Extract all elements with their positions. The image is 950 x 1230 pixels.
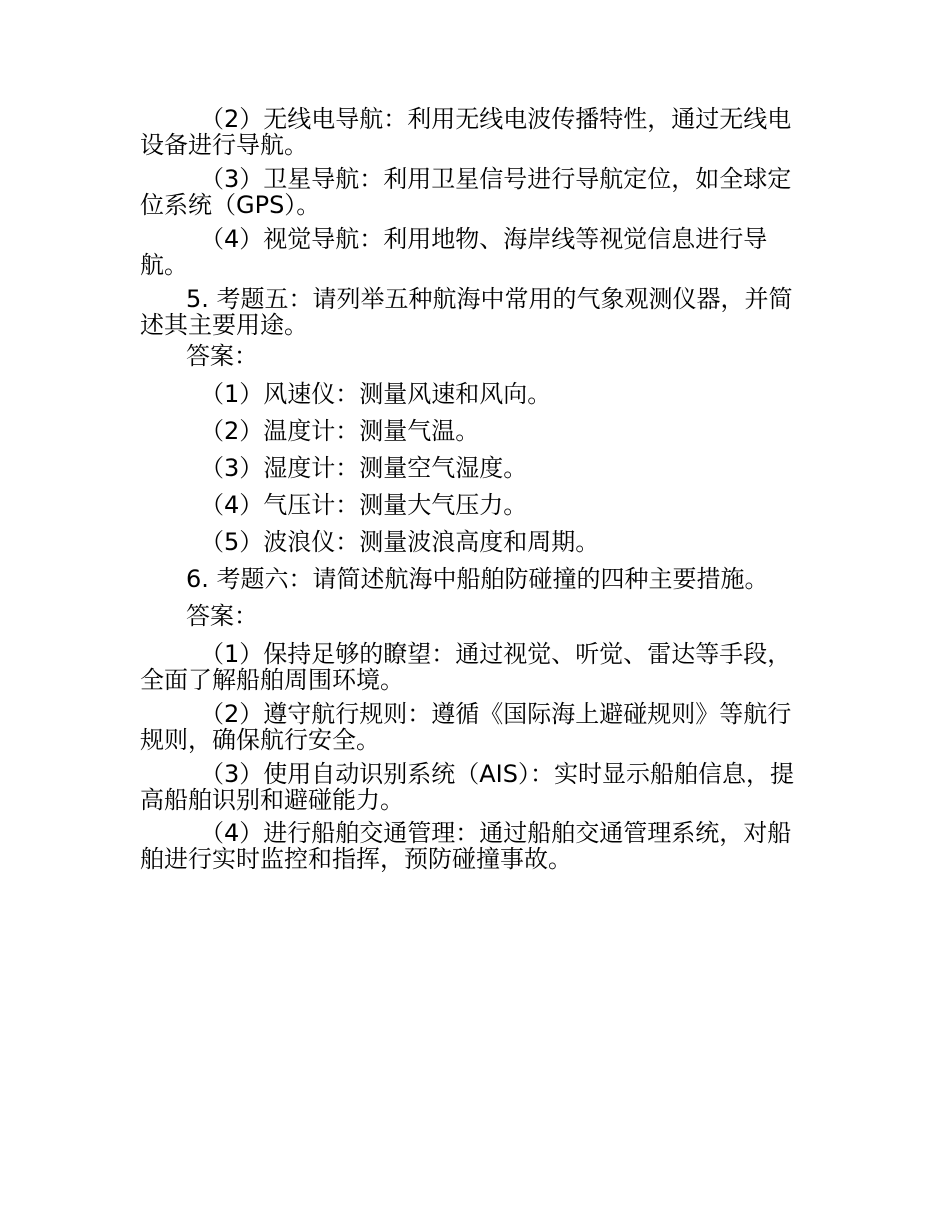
answer-label-six: 答案： <box>186 602 258 630</box>
answer-item-wave-meter: （5）波浪仪：测量波浪高度和周期。 <box>200 528 600 556</box>
answer-item-thermometer: （2）温度计：测量气温。 <box>200 417 480 445</box>
answer-item-hygrometer: （3）湿度计：测量空气湿度。 <box>200 454 528 482</box>
question-five: 5. 考题五：请列举五种航海中常用的气象观测仪器，并简述其主要用途。 <box>140 285 793 339</box>
paragraph-radio-navigation: （2）无线电导航：利用无线电波传播特性，通过无线电设备进行导航。 <box>140 105 792 159</box>
answer-label-five: 答案： <box>186 342 258 370</box>
answer-item-barometer: （4）气压计：测量大气压力。 <box>200 491 528 519</box>
answer-item-ais: （3）使用自动识别系统（AIS）：实时显示船舶信息，提高船舶识别和避碰能力。 <box>140 760 794 814</box>
answer-item-traffic-management: （4）进行船舶交通管理：通过船舶交通管理系统，对船舶进行实时监控和指挥，预防碰撞事故。 <box>140 819 792 873</box>
paragraph-visual-navigation: （4）视觉导航：利用地物、海岸线等视觉信息进行导航。 <box>140 225 768 279</box>
answer-item-anemometer: （1）风速仪：测量风速和风向。 <box>200 380 552 408</box>
paragraph-satellite-navigation: （3）卫星导航：利用卫星信号进行导航定位，如全球定位系统（GPS）。 <box>140 165 792 219</box>
answer-item-navigation-rules: （2）遵守航行规则：遵循《国际海上避碰规则》等航行规则，确保航行安全。 <box>140 700 792 754</box>
answer-item-lookout: （1）保持足够的瞭望：通过视觉、听觉、雷达等手段，全面了解船舶周围环境。 <box>140 640 792 694</box>
question-six: 6. 考题六：请简述航海中船舶防碰撞的四种主要措施。 <box>186 565 769 593</box>
